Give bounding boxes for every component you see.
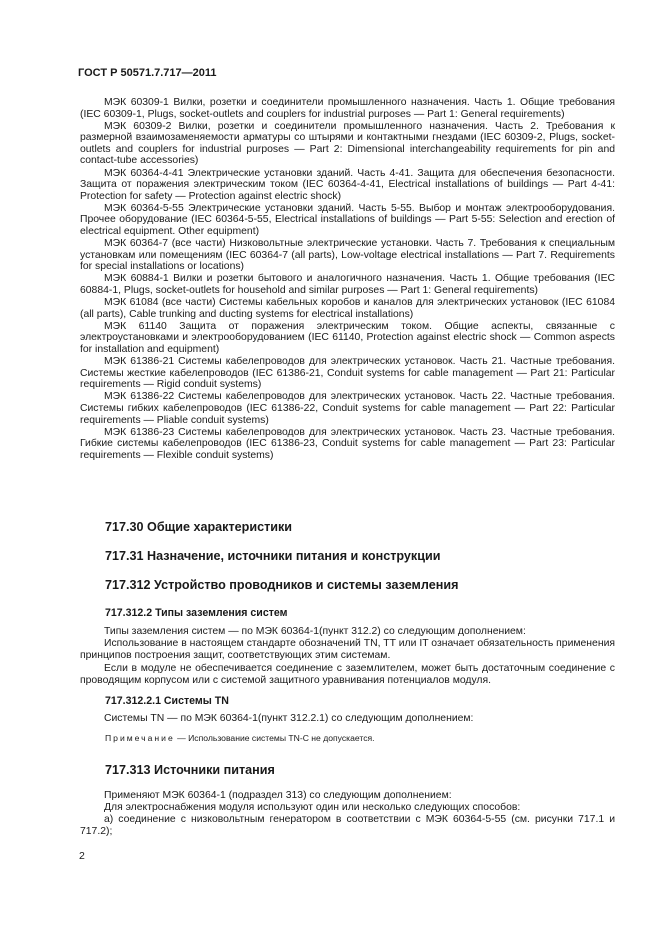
paragraph: Типы заземления систем — по МЭК 60364-1(пункт 312.2) со следующим дополнением: (104, 626, 526, 637)
note (105, 733, 375, 743)
reference-item: МЭК 60364-4-41 Электрические установки зданий. Часть 4-41. Защита для обеспечения безопасности. Защита от поражения электрическим током (IEC 60364-4-41, Electrical installations of buildings — Part 4-41: Protection for safety — Protection against electric shock) (80, 167, 615, 202)
reference-item: МЭК 61386-21 Системы кабелепроводов для электрических установок. Часть 21. Частные требования. Системы жесткие кабелепроводов (IEC 61386-21, Conduit systems for cable management — Part 21: Particular requirements — Rigid conduit systems) (80, 356, 615, 391)
reference-item: МЭК 60364-5-55 Электрические установки зданий. Часть 5-55. Выбор и монтаж электрооборудования. Прочее оборудование (IEC 60364-5-55, Electrical installations of buildings — Part 5-55: Selection and erection of electrical equipment. Other equipment) (80, 202, 615, 238)
document-header: ГОСТ Р 50571.7.717—2011 (78, 67, 217, 79)
note-label: Примечание (105, 733, 175, 743)
reference-item: МЭК 61386-23 Системы кабелепроводов для электрических установок. Часть 23. Частные требования. Гибкие системы кабелепроводов (IEC 61386-23, Conduit systems for cable management — Part 23: Particular requirements — Flexible conduit systems) (80, 426, 615, 461)
paragraph: Если в модуле не обеспечивается соединение с заземлителем, может быть достаточным соединение с проводящим корпусом или с системой защитного уравнивания потенциалов модуля. (80, 663, 615, 687)
reference-item: МЭК 61084 (все части) Системы кабельных коробов и каналов для электрических установок (IEC 61084 (all parts), Cable trunking and ducting systems for electrical installations) (80, 297, 615, 320)
paragraph: Использование в настоящем стандарте обозначений TN, TT или IT означает обязательность применения принципов построения защит, соответствующих этим системам. (80, 638, 615, 662)
reference-item: МЭК 61386-22 Системы кабелепроводов для электрических установок. Часть 22. Частные требования. Системы гибких кабелепроводов (IEC 61386-22, Conduit systems for cable management — Part 22: Particular requirements — Pliable conduit systems) (80, 391, 615, 426)
reference-item: МЭК 60364-7 (все части) Низковольтные электрические установки. Часть 7. Требования к специальным установкам или помещениям (IEC 60364-7 (all parts), Low-voltage electrical installations — Part 7. Requirements for special installations or locations) (80, 238, 615, 273)
reference-item: МЭК 61140 Защита от поражения электрическим током. Общие аспекты, связанные с электроустановками и электрооборудованием (IEC 61140, Protection against electric shock — Common aspects for installation and equipment) (80, 320, 615, 355)
reference-item: МЭК 60309-1 Вилки, розетки и соединители промышленного назначения. Часть 1. Общие требования (IEC 60309-1, Plugs, socket-outlets and couplers for industrial purposes — Part 1: General requirements) (80, 97, 615, 120)
subsection-heading-717-312-2: 717.312.2 Типы заземления систем (105, 607, 288, 619)
section-heading-717-312: 717.312 Устройство проводников и системы заземления (105, 578, 459, 592)
paragraph: Для электроснабжения модуля используют один или несколько следующих способов: (104, 802, 521, 813)
paragraph: Системы TN — по МЭК 60364-1(пункт 312.2.1) со следующим дополнением: (104, 713, 474, 724)
reference-item: МЭК 60309-2 Вилки, розетки и соединители промышленного назначения. Часть 2. Требования к размерной взаимозаменяемости арматуры со штырями и контактными гнездами (IEC 60309-2, Plugs, socket-outlets and couplers for industrial purposes — Part 2: Dimensional interchangeability requirements for pin and contact-tube accessories) (80, 120, 615, 167)
normative-references (80, 97, 615, 462)
paragraph: Применяют МЭК 60364-1 (подраздел 313) со следующим дополнением: (104, 790, 452, 801)
subsection-heading-717-312-2-1: 717.312.2.1 Системы TN (105, 695, 229, 707)
section-heading-717-30: 717.30 Общие характеристики (105, 520, 293, 534)
paragraph: а) соединение с низковольтным генератором в соответствии с МЭК 60364-5-55 (см. рисунки 717.1 и 717.2); (80, 814, 615, 838)
page-number: 2 (79, 850, 85, 862)
section-heading-717-313: 717.313 Источники питания (105, 763, 275, 777)
reference-item: МЭК 60884-1 Вилки и розетки бытового и аналогичного назначения. Часть 1. Общие требования (IEC 60884-1, Plugs, socket-outlets for household and similar purposes — Part 1: General requirements) (80, 273, 615, 296)
section-heading-717-31: 717.31 Назначение, источники питания и конструкции (105, 549, 441, 563)
note-text: — Использование системы TN-C не допускается. (174, 733, 375, 743)
